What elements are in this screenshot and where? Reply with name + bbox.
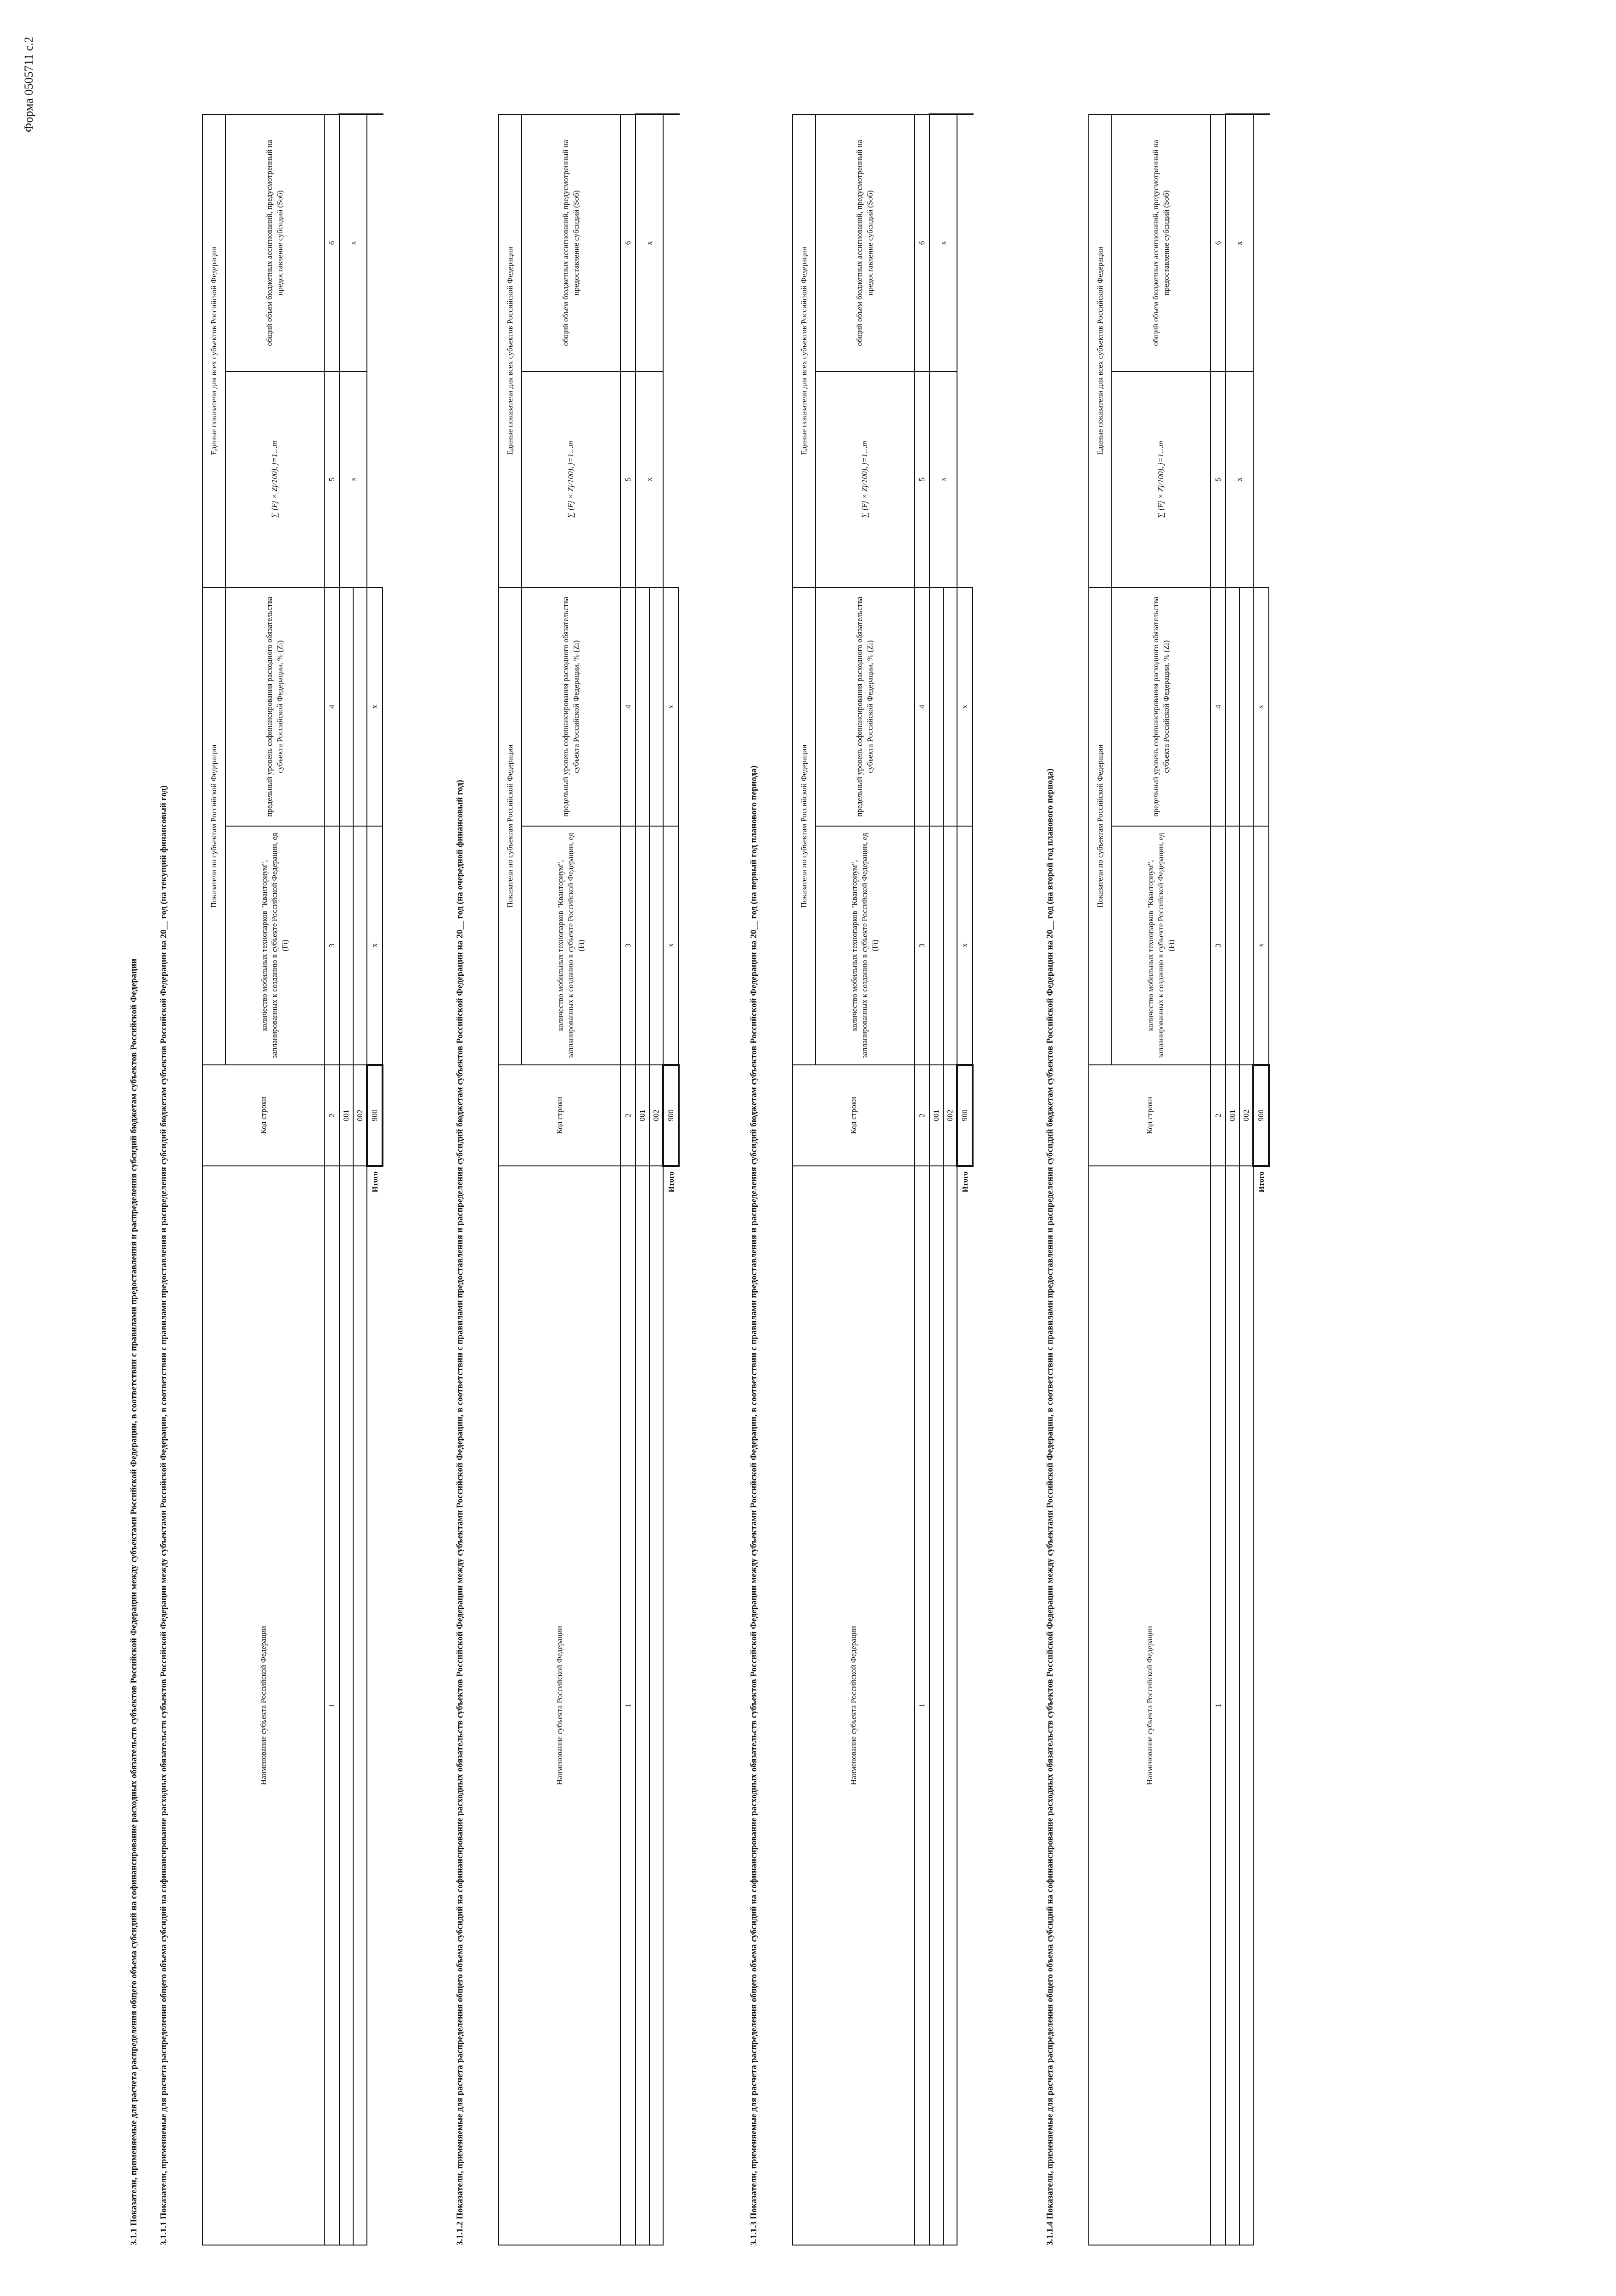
cell-subject-name[interactable] <box>339 1166 353 2245</box>
group-header-unified: Единые показатели для всех субъектов Российской Федерации <box>203 114 225 587</box>
row-code: 001 <box>339 1065 353 1166</box>
col-header-technoparks: количество мобильных технопарков "Кванториум", запланированных к созданию в субъекте Российской Федерации, ед (Fi) <box>225 826 324 1065</box>
total-na-mark: x <box>957 587 973 826</box>
col-header-code: Код строки <box>203 1065 324 1166</box>
col-number: 1 <box>620 1166 636 2245</box>
row-code: 001 <box>929 1065 943 1166</box>
total-na-mark: x <box>367 826 383 1065</box>
cell-na-mark: x <box>929 371 957 587</box>
col-header-cofinancing-level: предельный уровень софинансирования расходного обязательства субъекта Российской Федерации, % (Zi) <box>522 587 620 826</box>
cell-na-mark: x <box>1226 371 1253 587</box>
total-na-mark: x <box>663 587 679 826</box>
blank-cell <box>367 371 383 587</box>
col-header-technoparks: количество мобильных технопарков "Кванториум", запланированных к созданию в субъекте Российской Федерации, ед (Fi) <box>816 826 914 1065</box>
group-header-subjects: Показатели по субъектам Российской Федерации <box>203 587 225 1065</box>
col-header-name: Наименование субъекта Российской Федерации <box>1089 1166 1211 2245</box>
col-number: 6 <box>1211 114 1226 371</box>
cell-cofinancing[interactable] <box>1226 587 1239 826</box>
total-code: 900 <box>663 1065 679 1166</box>
col-number: 3 <box>914 826 929 1065</box>
cell-cofinancing[interactable] <box>339 587 353 826</box>
table-title: 3.1.1.2 Показатели, применяемые для расчета распределения общего объема субсидий на софинансирование расходных обязательств субъектов Российской Федерации между субъектами Российской Федерации, в соответствии с правилами предоставления и распределения субсидий бюджетам субъектов Российской Федерации на 20__ год (на очередной финансовый год) <box>455 780 465 2245</box>
cell-cofinancing[interactable] <box>1239 587 1253 826</box>
cell-subject-name[interactable] <box>649 1166 663 2245</box>
col-number: 6 <box>620 114 636 371</box>
total-label: Итого <box>370 1171 379 1193</box>
total-na-mark: x <box>1253 826 1269 1065</box>
cell-technoparks[interactable] <box>636 826 649 1065</box>
col-number: 5 <box>324 371 339 587</box>
indicator-table <box>498 113 680 2245</box>
total-label: Итого <box>1256 1171 1266 1193</box>
col-number: 6 <box>914 114 929 371</box>
cell-technoparks[interactable] <box>1226 826 1239 1065</box>
row-code: 002 <box>353 1065 367 1166</box>
blank-cell <box>663 371 679 587</box>
group-header-unified: Единые показатели для всех субъектов Российской Федерации <box>1089 114 1112 587</box>
col-header-sum-formula: ∑ (Fj × Zj/100), j=1…m <box>522 371 620 587</box>
cell-subject-name[interactable] <box>1239 1166 1253 2245</box>
col-header-sum-formula: ∑ (Fj × Zj/100), j=1…m <box>816 371 914 587</box>
total-label: Итого <box>960 1171 969 1193</box>
col-number: 5 <box>620 371 636 587</box>
group-header-unified: Единые показатели для всех субъектов Российской Федерации <box>499 114 522 587</box>
col-number: 3 <box>620 826 636 1065</box>
form-code: Форма 0505711 с.2 <box>22 37 35 133</box>
cell-subject-name[interactable] <box>929 1166 943 2245</box>
col-header-total-allocations: общий объем бюджетных ассигнований, предусмотренный на предоставление субсидий (Sоб) <box>1112 114 1211 371</box>
col-number: 5 <box>1211 371 1226 587</box>
table-title: 3.1.1.1 Показатели, применяемые для расчета распределения общего объема субсидий на софинансирование расходных обязательств субъектов Российской Федерации между субъектами Российской Федерации, в соответствии с правилами предоставления и распределения субсидий бюджетам субъектов Российской Федерации на 20__ год (на текущий финансовый год) <box>159 785 169 2245</box>
table-title: 3.1.1.4 Показатели, применяемые для расчета распределения общего объема субсидий на софинансирование расходных обязательств субъектов Российской Федерации между субъектами Российской Федерации, в соответствии с правилами предоставления и распределения субсидий бюджетам субъектов Российской Федерации на 20__ год (на второй год планового периода) <box>1045 768 1055 2245</box>
cell-technoparks[interactable] <box>353 826 367 1065</box>
col-header-total-allocations: общий объем бюджетных ассигнований, предусмотренный на предоставление субсидий (Sоб) <box>816 114 914 371</box>
col-number: 4 <box>914 587 929 826</box>
row-code: 002 <box>1239 1065 1253 1166</box>
cell-cofinancing[interactable] <box>636 587 649 826</box>
col-header-code: Код строки <box>793 1065 914 1166</box>
col-header-sum-formula: ∑ (Fj × Zj/100), j=1…m <box>225 371 324 587</box>
col-header-name: Наименование субъекта Российской Федерации <box>499 1166 620 2245</box>
cell-na-mark: x <box>1226 114 1253 371</box>
total-code: 900 <box>1253 1065 1269 1166</box>
cell-technoparks[interactable] <box>929 826 943 1065</box>
group-header-subjects: Показатели по субъектам Российской Федерации <box>793 587 816 1065</box>
row-code: 001 <box>636 1065 649 1166</box>
col-header-code: Код строки <box>499 1065 620 1166</box>
total-code: 900 <box>957 1065 973 1166</box>
col-header-name: Наименование субъекта Российской Федерации <box>203 1166 324 2245</box>
cell-cofinancing[interactable] <box>649 587 663 826</box>
col-number: 2 <box>914 1065 929 1166</box>
blank-cell <box>957 371 973 587</box>
row-code: 001 <box>1226 1065 1239 1166</box>
blank-cell <box>367 114 383 371</box>
cell-subject-name[interactable] <box>1226 1166 1239 2245</box>
group-header-subjects: Показатели по субъектам Российской Федерации <box>499 587 522 1065</box>
cell-subject-name[interactable] <box>353 1166 367 2245</box>
col-header-name: Наименование субъекта Российской Федерации <box>793 1166 914 2245</box>
cell-na-mark: x <box>636 114 663 371</box>
indicator-table <box>1088 113 1270 2245</box>
col-header-technoparks: количество мобильных технопарков "Кванториум", запланированных к созданию в субъекте Российской Федерации, ед (Fi) <box>1112 826 1211 1065</box>
col-number: 1 <box>1211 1166 1226 2245</box>
cell-cofinancing[interactable] <box>929 587 943 826</box>
col-number: 4 <box>620 587 636 826</box>
col-number: 3 <box>324 826 339 1065</box>
col-number: 2 <box>1211 1065 1226 1166</box>
total-na-mark: x <box>1253 587 1269 826</box>
col-header-technoparks: количество мобильных технопарков "Кванториум", запланированных к созданию в субъекте Российской Федерации, ед (Fi) <box>522 826 620 1065</box>
cell-na-mark: x <box>339 114 367 371</box>
table-title: 3.1.1.3 Показатели, применяемые для расчета распределения общего объема субсидий на софинансирование расходных обязательств субъектов Российской Федерации между субъектами Российской Федерации, в соответствии с правилами предоставления и распределения субсидий бюджетам субъектов Российской Федерации на 20__ год (на первый год планового периода) <box>749 765 759 2245</box>
col-header-sum-formula: ∑ (Fj × Zj/100), j=1…m <box>1112 371 1211 587</box>
cell-technoparks[interactable] <box>339 826 353 1065</box>
col-number: 4 <box>324 587 339 826</box>
col-number: 5 <box>914 371 929 587</box>
cell-technoparks[interactable] <box>1239 826 1253 1065</box>
col-header-code: Код строки <box>1089 1065 1211 1166</box>
row-code: 002 <box>943 1065 957 1166</box>
col-header-cofinancing-level: предельный уровень софинансирования расходного обязательства субъекта Российской Федерации, % (Zi) <box>225 587 324 826</box>
col-number: 1 <box>324 1166 339 2245</box>
cell-na-mark: x <box>929 114 957 371</box>
blank-cell <box>957 114 973 371</box>
cell-na-mark: x <box>339 371 367 587</box>
row-code: 002 <box>649 1065 663 1166</box>
col-number: 2 <box>324 1065 339 1166</box>
col-header-cofinancing-level: предельный уровень софинансирования расходного обязательства субъекта Российской Федерации, % (Zi) <box>1112 587 1211 826</box>
col-number: 1 <box>914 1166 929 2245</box>
col-header-total-allocations: общий объем бюджетных ассигнований, предусмотренный на предоставление субсидий (Sоб) <box>225 114 324 371</box>
total-na-mark: x <box>957 826 973 1065</box>
col-number: 2 <box>620 1065 636 1166</box>
cell-na-mark: x <box>636 371 663 587</box>
blank-cell <box>1253 114 1269 371</box>
total-code: 900 <box>367 1065 383 1166</box>
blank-cell <box>663 114 679 371</box>
total-na-mark: x <box>367 587 383 826</box>
cell-subject-name[interactable] <box>636 1166 649 2245</box>
cell-technoparks[interactable] <box>943 826 957 1065</box>
total-label: Итого <box>666 1171 676 1193</box>
col-header-total-allocations: общий объем бюджетных ассигнований, предусмотренный на предоставление субсидий (Sоб) <box>522 114 620 371</box>
col-header-cofinancing-level: предельный уровень софинансирования расходного обязательства субъекта Российской Федерации, % (Zi) <box>816 587 914 826</box>
col-number: 3 <box>1211 826 1226 1065</box>
indicator-table <box>202 113 383 2245</box>
col-number: 4 <box>1211 587 1226 826</box>
indicator-table <box>792 113 974 2245</box>
cell-cofinancing[interactable] <box>943 587 957 826</box>
group-header-subjects: Показатели по субъектам Российской Федерации <box>1089 587 1112 1065</box>
section-title: 3.1.1 Показатели, применяемые для расчета распределения общего объема субсидий на софинансирование расходных обязательств субъектов Российской Федерации между субъектами Российской Федерации, в соответствии с правилами предоставления и распределения субсидий бюджетам субъектов Российской Федерации <box>129 958 139 2245</box>
cell-subject-name[interactable] <box>943 1166 957 2245</box>
total-na-mark: x <box>663 826 679 1065</box>
cell-technoparks[interactable] <box>649 826 663 1065</box>
group-header-unified: Единые показатели для всех субъектов Российской Федерации <box>793 114 816 587</box>
col-number: 6 <box>324 114 339 371</box>
blank-cell <box>1253 371 1269 587</box>
cell-cofinancing[interactable] <box>353 587 367 826</box>
